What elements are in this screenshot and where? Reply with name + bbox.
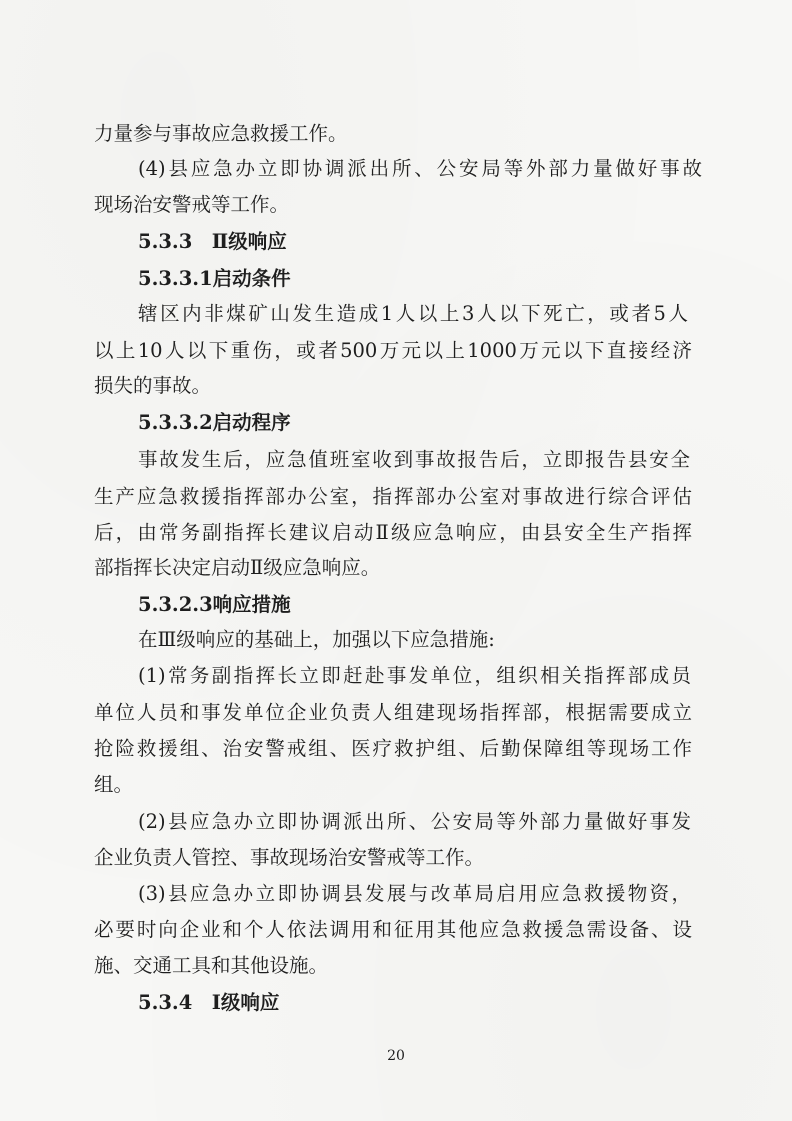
paragraph-line: 组。 [94, 773, 134, 796]
paragraph-line: 辖区内非煤矿山发生造成1人以上3人以下死亡，或者5人 [138, 302, 688, 325]
paragraph-line: 损失的事故。 [94, 374, 212, 397]
paragraph-line: 施、交通工具和其他设施。 [94, 954, 329, 977]
paragraph-line: 企业负责人管控、事故现场治安警戒等工作。 [94, 846, 485, 869]
paragraph-line: (3)县应急办立即协调县发展与改革局启用应急救援物资， [138, 882, 691, 905]
paragraph-line: 以上10人以下重伤，或者500万元以上1000万元以下直接经济 [94, 339, 692, 362]
paragraph-line: 力量参与事故应急救援工作。 [94, 122, 348, 145]
paragraph-line: (4)县应急办立即协调派出所、公安局等外部力量做好事故 [138, 157, 702, 180]
paragraph-line: 必要时向企业和个人依法调用和征用其他应急救援急需设备、设 [94, 918, 692, 941]
section-heading: 5.3.3 Ⅱ级响应 [138, 230, 287, 253]
section-heading: 5.3.4 Ⅰ级响应 [138, 991, 280, 1014]
paragraph-line: (2)县应急办立即协调派出所、公安局等外部力量做好事发 [138, 810, 691, 833]
paragraph-line: 单位人员和事发单位企业负责人组建现场指挥部，根据需要成立 [94, 701, 692, 724]
subsection-heading: 5.3.3.2启动程序 [138, 411, 291, 434]
paragraph-line: 后，由常务副指挥长建议启动Ⅱ级应急响应，由县安全生产指挥 [94, 521, 692, 544]
paragraph-line: 在Ⅲ级响应的基础上，加强以下应急措施: [138, 628, 495, 651]
paragraph-line: 现场治安警戒等工作。 [94, 193, 290, 216]
page-number: 20 [387, 1048, 405, 1064]
paragraph-line: 抢险救援组、治安警戒组、医疗救护组、后勤保障组等现场工作 [94, 737, 692, 760]
subsection-heading: 5.3.3.1启动条件 [138, 267, 291, 290]
subsection-heading: 5.3.2.3响应措施 [138, 593, 291, 616]
paragraph-line: 生产应急救援指挥部办公室，指挥部办公室对事故进行综合评估 [94, 485, 692, 508]
paragraph-line: 事故发生后，应急值班室收到事故报告后，立即报告县安全 [138, 448, 690, 471]
paragraph-line: 部指挥长决定启动Ⅱ级应急响应。 [94, 556, 381, 579]
paragraph-line: (1)常务副指挥长立即赶赴事发单位，组织相关指挥部成员 [138, 664, 691, 687]
